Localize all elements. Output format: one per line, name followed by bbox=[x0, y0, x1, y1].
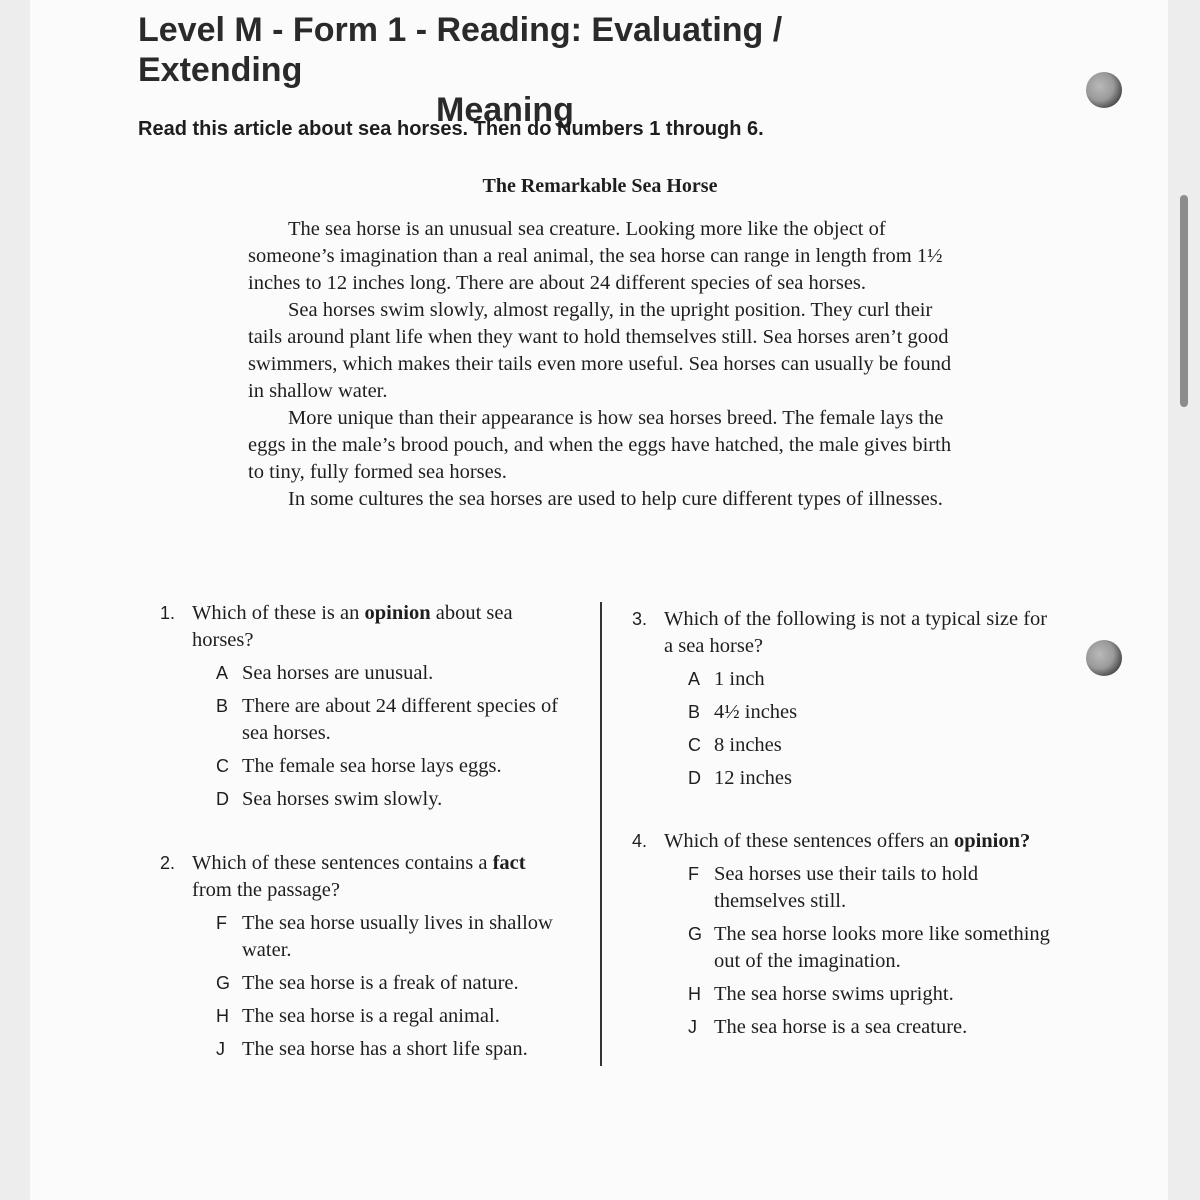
article-body bbox=[248, 216, 958, 513]
answer-choice[interactable]: J The sea horse has a short life span. bbox=[216, 1038, 528, 1060]
article-paragraph: In some cultures the sea horses are used to help cure different types of illnesses. bbox=[288, 488, 943, 510]
answer-choice[interactable]: B There are about 24 different species of sea horses. bbox=[216, 695, 559, 744]
question-number: 4. bbox=[632, 831, 648, 851]
question-stem: Which of these sentences contains a fact from the passage? bbox=[192, 852, 526, 901]
article-paragraph: More unique than their appearance is how sea horses breed. The female lays the eggs in the male’s brood pouch, and when the eggs have hatched, the male gives birth to tiny, fully formed sea horses. bbox=[248, 407, 952, 483]
binder-hole-icon bbox=[1086, 640, 1122, 676]
answer-choice[interactable]: G The sea horse is a freak of nature. bbox=[216, 972, 519, 994]
article-paragraph: The sea horse is an unusual sea creature. Looking more like the object of someone’s imagination than a real animal, the sea horse can range in length from 1½ inches to 12 inches long. There are about 24 different species of sea horses. bbox=[248, 218, 943, 294]
article-title: The Remarkable Sea Horse bbox=[482, 175, 718, 197]
question-number: 1. bbox=[160, 603, 176, 623]
worksheet-page bbox=[30, 0, 1168, 1200]
answer-choice[interactable]: H The sea horse swims upright. bbox=[688, 983, 954, 1005]
answer-choice[interactable]: H The sea horse is a regal animal. bbox=[216, 1005, 500, 1027]
question-stem: Which of the following is not a typical size for a sea horse? bbox=[664, 608, 1048, 657]
answer-choice[interactable]: C 8 inches bbox=[688, 734, 782, 756]
question-1 bbox=[160, 600, 560, 819]
answer-choice[interactable]: F The sea horse usually lives in shallow water. bbox=[216, 912, 553, 961]
answer-choice[interactable]: D 12 inches bbox=[688, 767, 792, 789]
question-3 bbox=[632, 606, 1052, 798]
answer-choice[interactable]: C The female sea horse lays eggs. bbox=[216, 755, 502, 777]
binder-hole-icon bbox=[1086, 72, 1122, 108]
question-stem: Which of these is an opinion about sea horses? bbox=[192, 602, 513, 651]
answer-choice[interactable]: J The sea horse is a sea creature. bbox=[688, 1016, 968, 1038]
answer-choice[interactable]: D Sea horses swim slowly. bbox=[216, 788, 443, 810]
title-line-1: Level M - Form 1 - Reading: Evaluating / Extending bbox=[138, 11, 783, 89]
title-line-2: Meaning bbox=[436, 91, 574, 129]
question-4 bbox=[632, 828, 1052, 1047]
question-number: 2. bbox=[160, 853, 176, 873]
answer-choice[interactable]: A Sea horses are unusual. bbox=[216, 662, 434, 684]
scrollbar-thumb[interactable] bbox=[1180, 195, 1188, 407]
answer-choice[interactable]: B 4½ inches bbox=[688, 701, 798, 723]
answer-choice[interactable]: A 1 inch bbox=[688, 668, 765, 690]
instructions: Read this article about sea horses. Then do Numbers 1 through 6. bbox=[138, 118, 764, 140]
question-number: 3. bbox=[632, 609, 648, 629]
answer-choice[interactable]: F Sea horses use their tails to hold themselves still. bbox=[688, 863, 979, 912]
answer-choice[interactable]: G The sea horse looks more like something out of the imagination. bbox=[688, 923, 1050, 972]
column-divider bbox=[600, 602, 602, 1066]
question-stem: Which of these sentences offers an opinion? bbox=[664, 830, 1031, 852]
article-paragraph: Sea horses swim slowly, almost regally, in the upright position. They curl their tails around plant life when they want to hold themselves still. Sea horses aren’t good swimmers, which makes their tails even more useful. Sea horses can usually be found in shallow water. bbox=[248, 299, 952, 402]
page-title bbox=[138, 10, 938, 130]
question-2 bbox=[160, 850, 560, 1069]
